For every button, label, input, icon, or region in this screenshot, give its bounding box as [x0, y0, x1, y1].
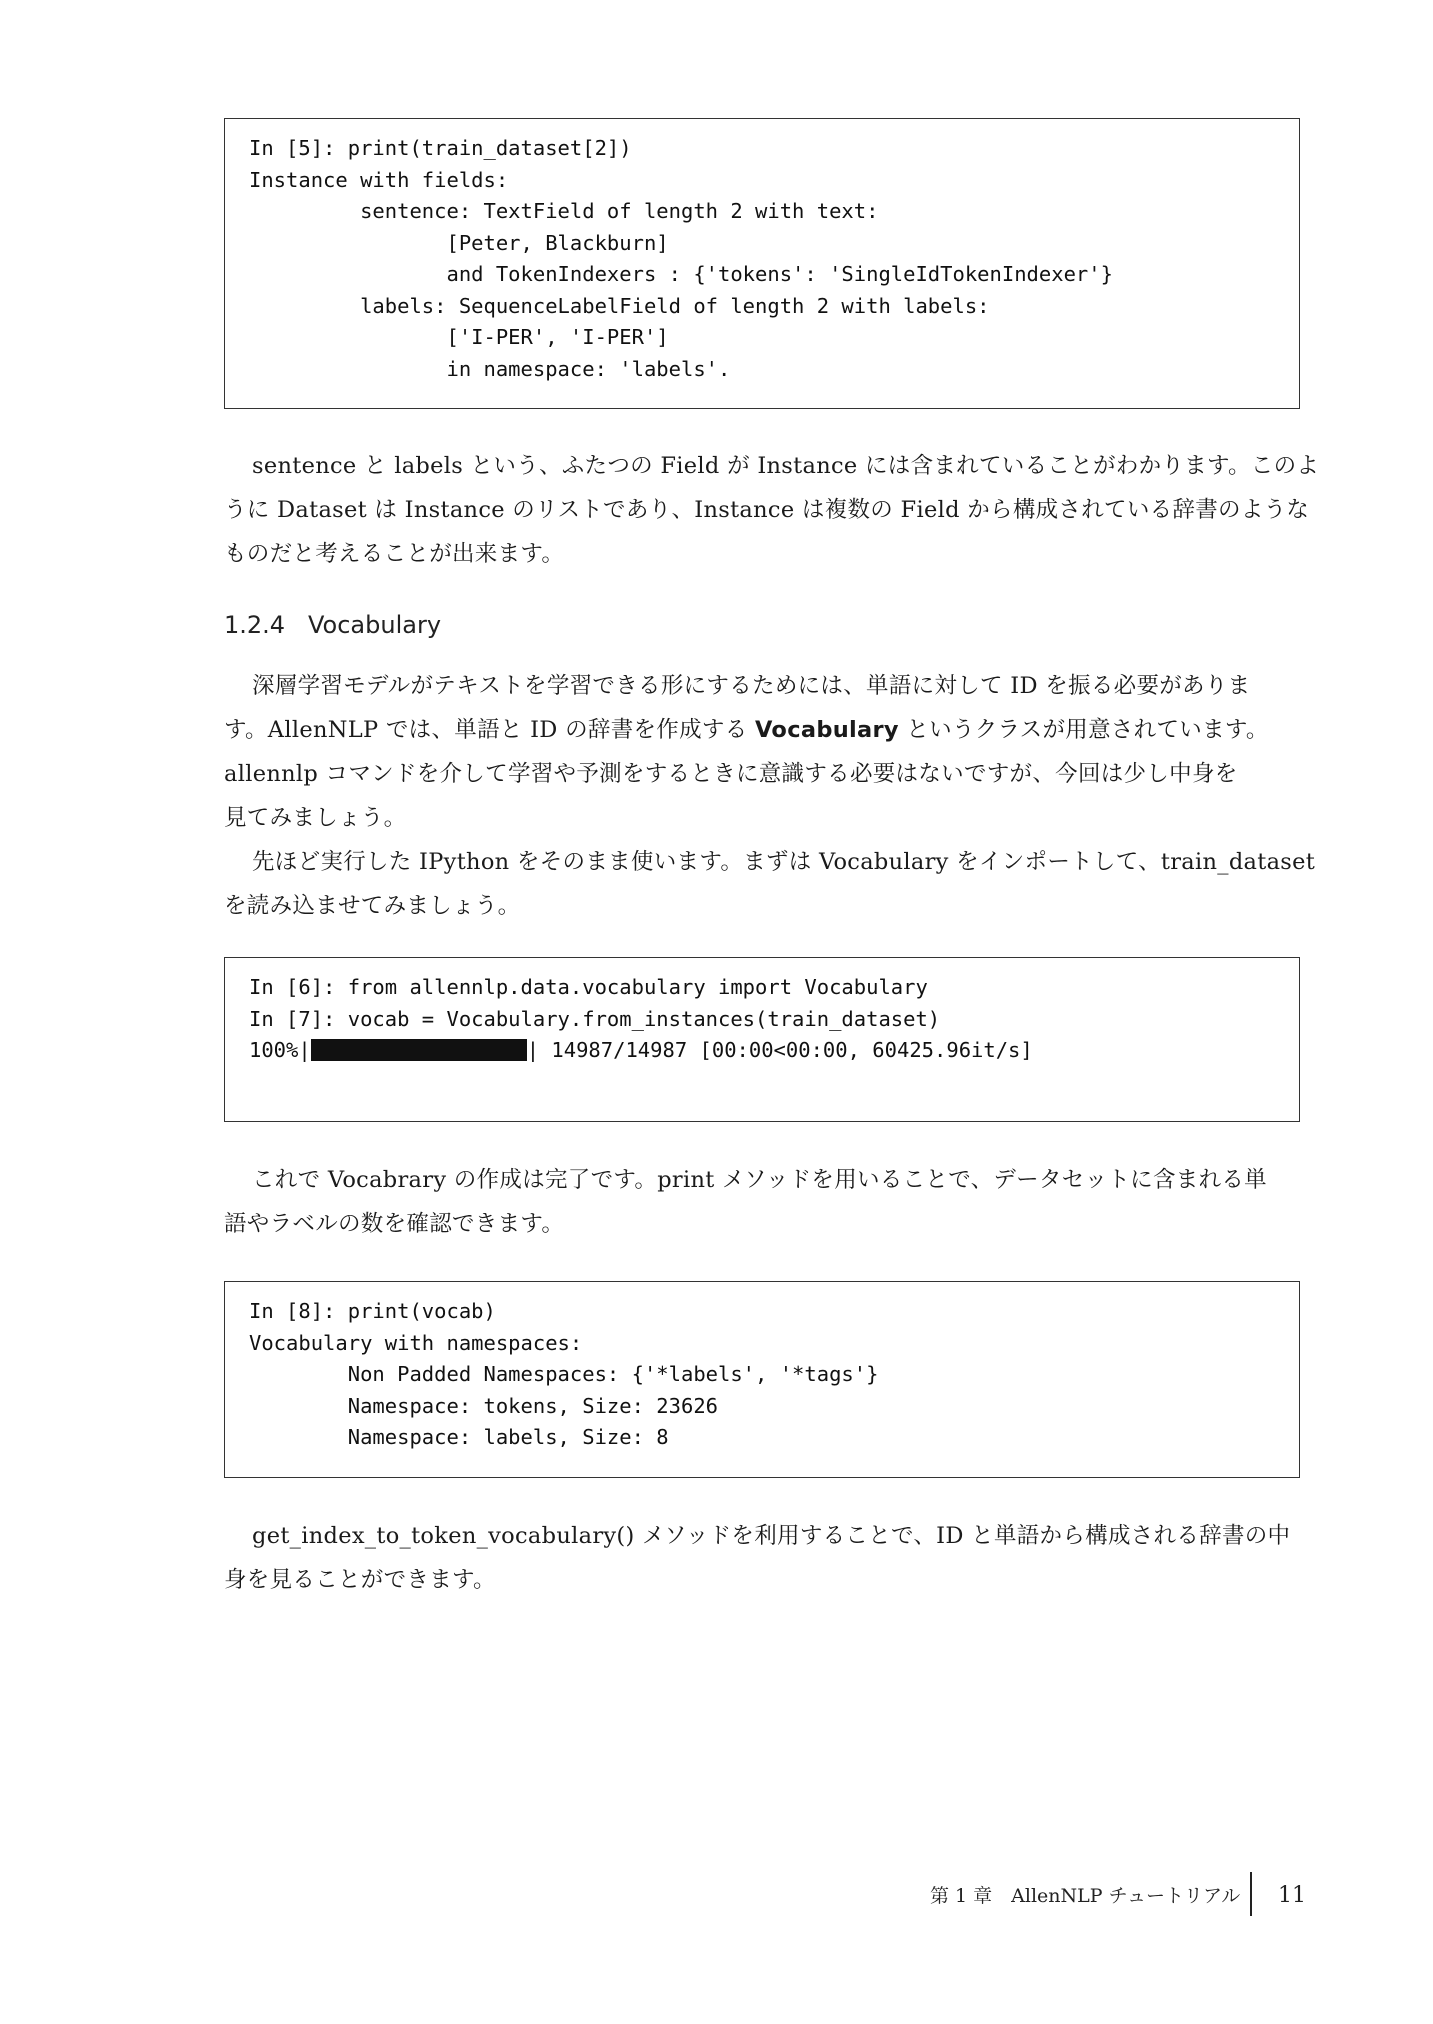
code-line: In [5]: print(train_dataset[2]) [249, 136, 632, 160]
vocabulary-term: Vocabulary [754, 717, 899, 743]
paragraph-line: allennlp コマンドを介して学習や予測をするときに意識する必要はないですが、今回は少し中身を [224, 761, 1238, 787]
section-heading [224, 608, 441, 642]
paragraph-line: sentence と labels という、ふたつの Field が Instance には含まれていることがわかります。このよ [252, 453, 1320, 479]
paragraph-line: うに Dataset は Instance のリストであり、Instance は複数の Field から構成されている辞書のような [224, 497, 1310, 523]
footer-divider [1250, 1872, 1252, 1916]
paragraph-vocabulary-intro [224, 664, 1304, 840]
code-line: sentence: TextField of length 2 with text: [249, 199, 879, 223]
paragraph-line [224, 708, 1304, 752]
code-line: In [7]: vocab = Vocabulary.from_instances(train_dataset) [249, 1006, 941, 1031]
progress-bar [311, 1039, 527, 1061]
code-line: in namespace: 'labels'. [249, 356, 731, 381]
section-number: 1.2.4 [224, 611, 286, 639]
paragraph-line: 深層学習モデルがテキストを学習できる形にするためには、単語に対して ID を振る必要がありま [252, 673, 1251, 699]
paragraph-index-to-token [224, 1514, 1304, 1602]
progress-prefix: 100%| [249, 1038, 311, 1062]
page-number: 11 [1278, 1883, 1306, 1908]
paragraph-instance-fields [224, 444, 1320, 576]
paragraph-ipython [224, 840, 1316, 928]
code-line: [Peter, Blackburn] [249, 230, 669, 255]
code-block-vocab-import [224, 957, 1300, 1122]
paragraph-line: ものだと考えることが出来ます。 [224, 541, 565, 567]
paragraph-line: 語やラベルの数を確認できます。 [224, 1211, 565, 1237]
paragraph-line: 先ほど実行した IPython をそのまま使います。まずは Vocabulary をインポートして、train_dataset [252, 849, 1316, 875]
code-line: Instance with fields: [249, 167, 509, 192]
code-line: Namespace: labels, Size: 8 [249, 1425, 669, 1449]
code-block-print-instance [224, 118, 1300, 409]
code-line: and TokenIndexers : {'tokens': 'SingleIdTokenIndexer'} [249, 262, 1113, 286]
paragraph-line: これで Vocabrary の作成は完了です。print メソッドを用いることで、データセットに含まれる単 [252, 1167, 1267, 1193]
paragraph-line: を読み込ませてみましょう。 [224, 893, 521, 919]
code-line: labels: SequenceLabelField of length 2 with labels: [249, 293, 990, 318]
paragraph-line: 見てみましょう。 [224, 805, 407, 831]
code-line: In [6]: from allennlp.data.vocabulary import Vocabulary [249, 975, 928, 999]
code-line: Non Padded Namespaces: {'*labels', '*tags'} [249, 1362, 879, 1386]
paragraph-text: す。AllenNLP では、単語と ID の辞書を作成する [224, 717, 755, 743]
code-line: In [8]: print(vocab) [249, 1299, 496, 1323]
section-title: Vocabulary [308, 611, 442, 639]
paragraph-line: 身を見ることができます。 [224, 1567, 496, 1593]
code-line: Vocabulary with namespaces: [249, 1330, 583, 1355]
code-line: ['I-PER', 'I-PER'] [249, 325, 669, 349]
paragraph-line: get_index_to_token_vocabulary() メソッドを利用することで、ID と単語から構成される辞書の中 [252, 1523, 1291, 1549]
progress-line [249, 1035, 1299, 1067]
paragraph-print-vocab [224, 1158, 1304, 1246]
code-block-print-vocab [224, 1281, 1300, 1478]
paragraph-text: というクラスが用意されています。 [898, 717, 1269, 743]
progress-suffix: | 14987/14987 [00:00<00:00, 60425.96it/s] [526, 1038, 1033, 1062]
code-line: Namespace: tokens, Size: 23626 [249, 1393, 718, 1418]
footer-chapter-title: 第 1 章 AllenNLP チュートリアル [930, 1885, 1241, 1907]
